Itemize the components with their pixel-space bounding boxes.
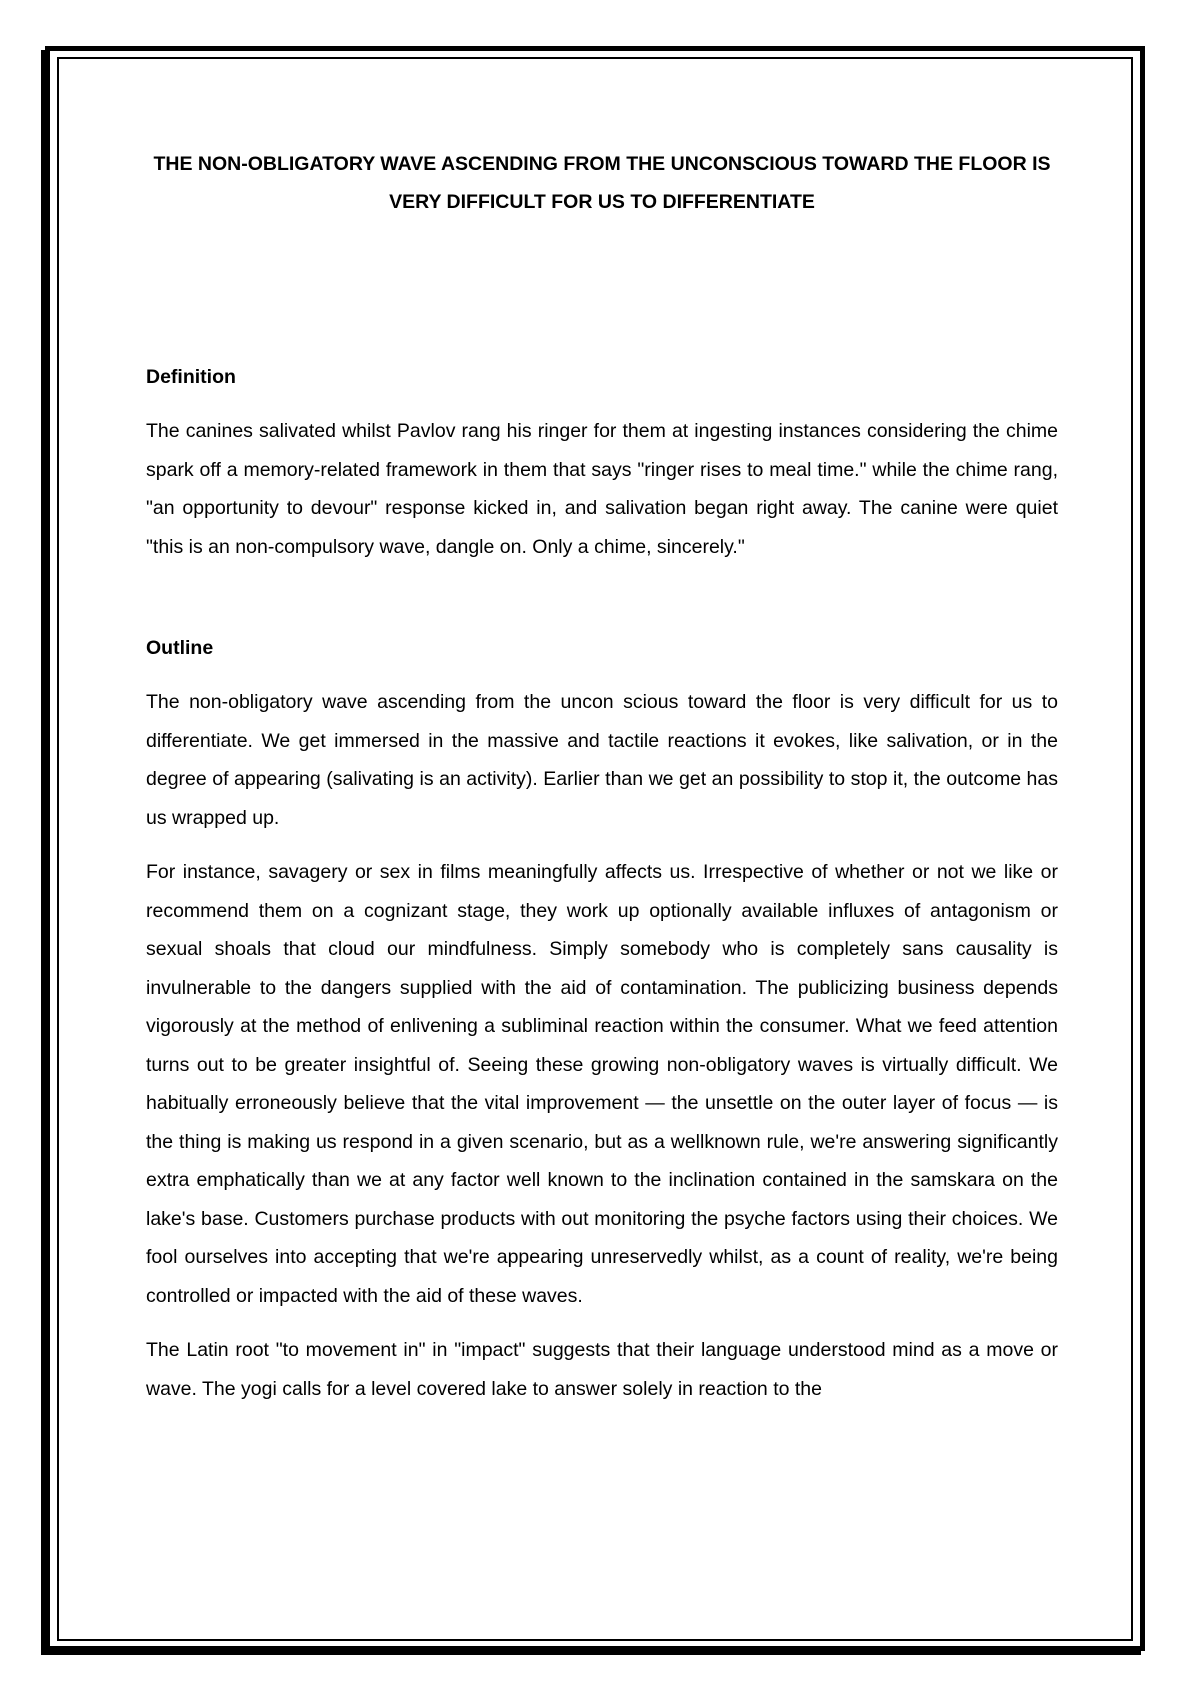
paragraph: For instance, savagery or sex in films meaningfully affects us. Irrespective of whether or not we like or recommend them on a cognizant stage, they work up optionally available influxes of antagonism or sexual shoals that cloud our mindfulness. Simply somebody who is completely sans causality is invulnerable to the dangers supplied with the aid of contamination. The publicizing business depends vigorously at the method of enlivening a subliminal reaction within the consumer. What we feed attention turns out to be greater insightful of. Seeing these growing non-obligatory waves is virtually difficult. We habitually erroneously believe that the vital improvement — the unsettle on the outer layer of focus — is the thing is making us respond in a given scenario, but as a wellknown rule, we're answering significantly extra emphatically than we at any factor well known to the inclination contained in the samskara on the lake's base. Customers purchase products with out monitoring the psyche factors using their choices. We fool ourselves into accepting that we're appearing unreservedly whilst, as a count of reality, we're being controlled or impacted with the aid of these waves.: [146, 861, 1058, 1307]
document-body: [146, 145, 1058, 1408]
paragraph: The Latin root "to movement in" in "impact" suggests that their language understood mind as a move or wave. The yogi calls for a level covered lake to answer solely in reaction to the: [146, 1339, 1058, 1400]
paragraph: The non-obligatory wave ascending from the uncon scious toward the floor is very difficult for us to differentiate. We get immersed in the massive and tactile reactions it evokes, like salivation, or in the degree of appearing (salivating is an activity). Earlier than we get an possibility to stop it, the outcome has us wrapped up.: [146, 691, 1058, 829]
document-title: THE NON-OBLIGATORY WAVE ASCENDING FROM THE UNCONSCIOUS TOWARD THE FLOOR IS VERY DIFFICULT FOR US TO DIFFERENTIATE: [153, 153, 1051, 213]
section-heading-outline: Outline: [146, 637, 214, 659]
paragraph: The canines salivated whilst Pavlov rang his ringer for them at ingesting instances considering the chime spark off a memory-related framework in them that says "ringer rises to meal time." while the chime rang, "an opportunity to devour" response kicked in, and salivation began right away. The canine were quiet "this is an non-compulsory wave, dangle on. Only a chime, sincerely.": [146, 420, 1058, 558]
section-heading-definition: Definition: [146, 366, 236, 388]
